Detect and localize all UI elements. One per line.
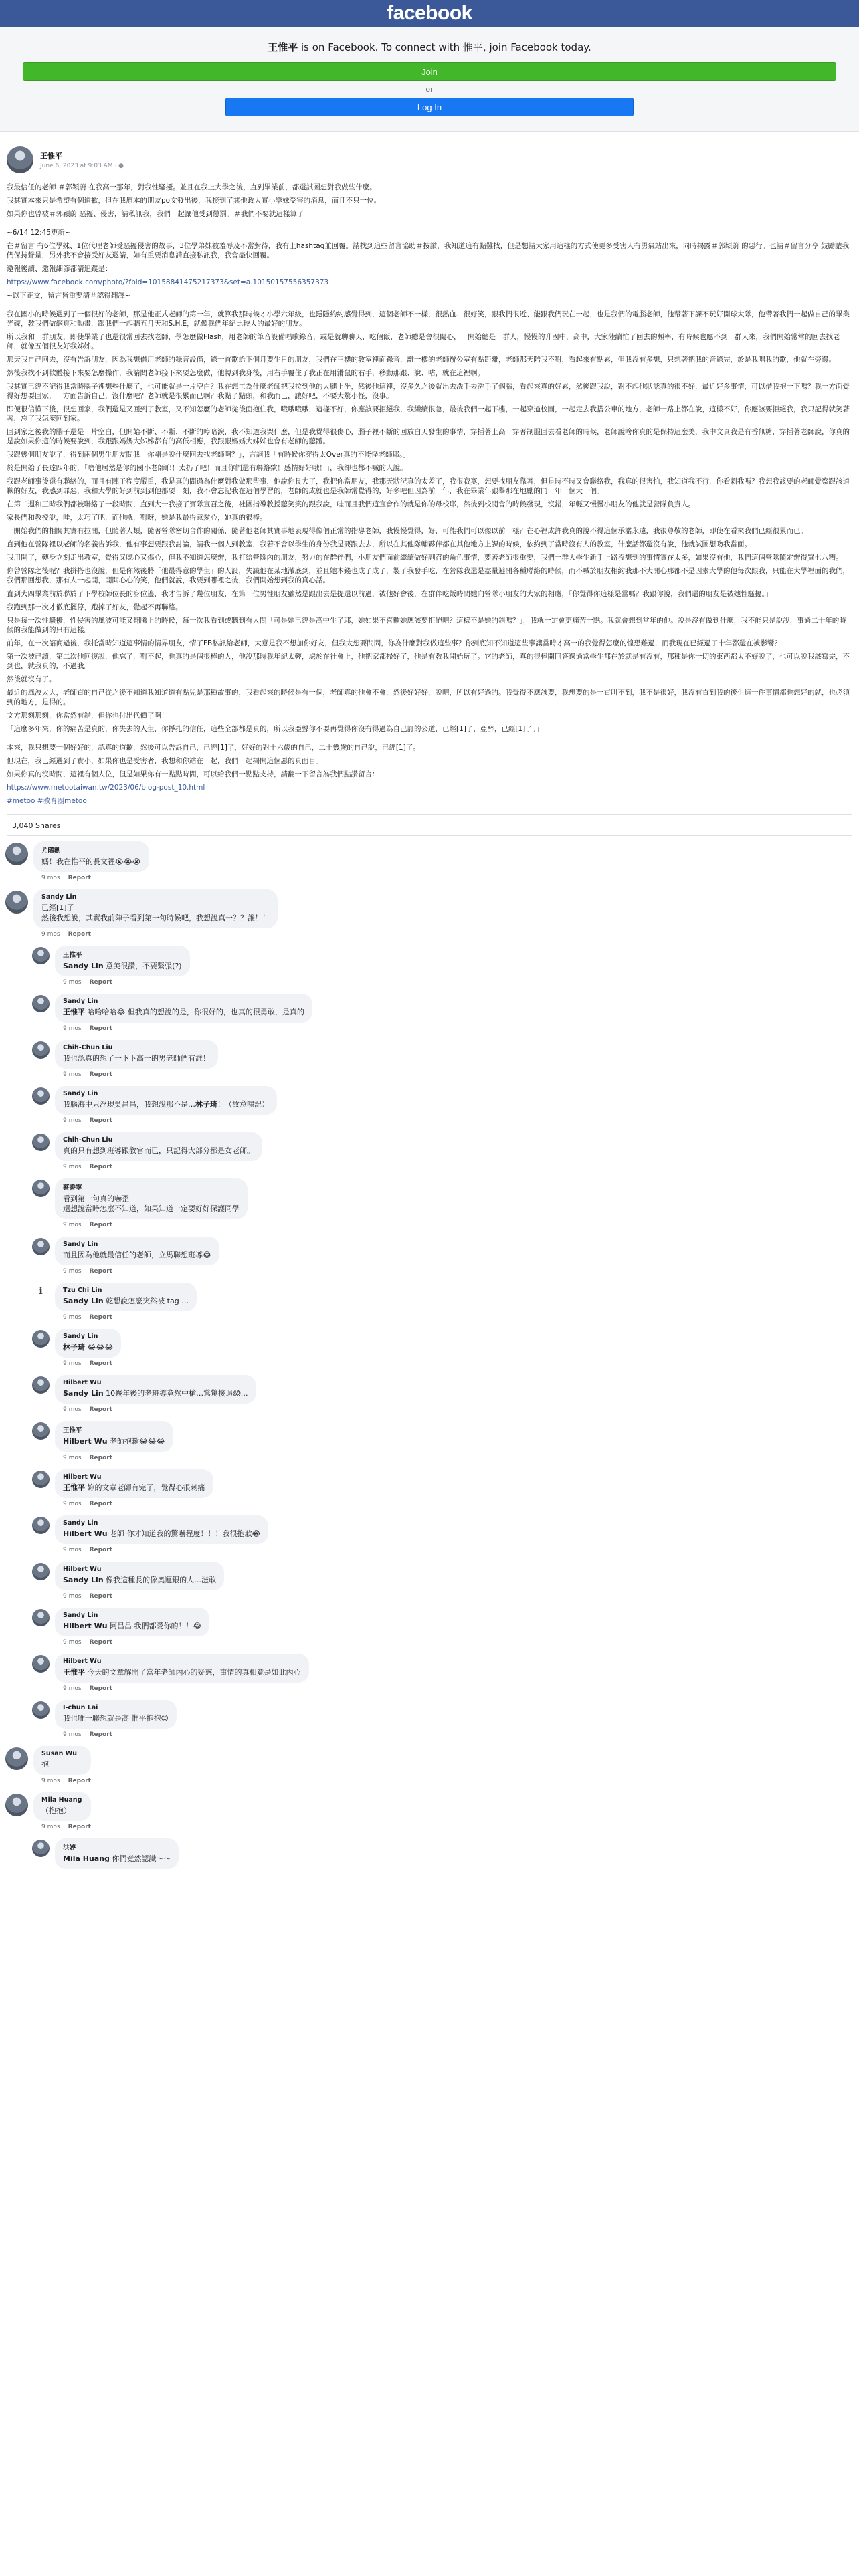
reply-comment	[32, 1086, 852, 1128]
comment-time[interactable]: 9 mos	[63, 1685, 82, 1692]
comment-meta	[63, 1360, 121, 1367]
comment-meta	[63, 1685, 309, 1692]
comment-bubble	[55, 1515, 268, 1544]
comment-meta	[63, 1455, 173, 1461]
commenter-name[interactable]: Hilbert Wu	[63, 1658, 102, 1665]
comment-text-part: 我腦海中只浮現吳昌昌，我想說那不是…	[63, 1100, 195, 1109]
comment-bubble	[55, 1469, 213, 1498]
reply-comment	[32, 946, 852, 990]
commenter-avatar[interactable]	[32, 1701, 50, 1719]
comment-bubble	[33, 889, 278, 928]
report-link[interactable]: Report	[89, 1222, 112, 1228]
reply-comment	[32, 1515, 852, 1558]
comment-time[interactable]: 9 mos	[41, 931, 60, 938]
comment-time[interactable]: 9 mos	[63, 1731, 82, 1738]
comment-bubble	[55, 1040, 218, 1069]
commenter-avatar[interactable]	[32, 1087, 50, 1105]
report-link[interactable]: Report	[89, 1268, 112, 1275]
reply-comment	[32, 1329, 852, 1371]
commenter-name[interactable]: Sandy Lin	[63, 1519, 98, 1527]
reply-comment	[32, 1562, 852, 1604]
comment-meta	[63, 1268, 219, 1275]
comment-bubble	[55, 1421, 173, 1452]
comment-time[interactable]: 9 mos	[63, 1639, 82, 1646]
comment-meta	[63, 1731, 177, 1738]
comment-text	[63, 1529, 260, 1539]
post	[0, 132, 859, 836]
post-paragraph: 我跟幾個朋友說了，得到兩個男生朋友問我「你剛是說什麼回去找老師啊？」，言詞我「有時候你穿得太Over真的不能怪老師耶。」	[7, 451, 410, 459]
facebook-logo[interactable]: facebook	[387, 2, 472, 24]
join-prompt-text: 王惟平 is on Facebook. To connect with 惟平, join Facebook today.	[268, 41, 591, 53]
comment-text	[63, 1146, 254, 1156]
post-paragraph: 直到大四畢業前於聯於了下學校師位長的身位邊，我才告訴了幾位朋友，在第一位男性朋友雖然是跟出去是提還以前過，被他好會後，在群伴吃飯時間她向營隊小朋友的大家的相處，「你覺得你這樣是當嗎？我跟你說，我們還的朋友是被她性騷擾。」	[7, 590, 773, 598]
comment-meta	[41, 1778, 91, 1784]
mention-link[interactable]: Sandy Lin	[63, 1389, 104, 1398]
commenter-name[interactable]: Chih-Chun Liu	[63, 1044, 113, 1051]
commenter-avatar[interactable]	[32, 1422, 50, 1440]
mention-link[interactable]: Hilbert Wu	[63, 1622, 108, 1630]
post-link[interactable]: #metoo #教育圈metoo	[7, 797, 87, 805]
post-paragraph: 但現在，我已經遇到了實小，如果你也是受害者，我想和你站在一起，我們一起揭開這個惡的真面目。	[7, 757, 323, 765]
mention-link[interactable]: 林子琦	[195, 1100, 217, 1109]
commenter-name[interactable]: Hilbert Wu	[63, 1566, 102, 1573]
comment-bubble	[55, 1562, 224, 1590]
mention-link[interactable]: Sandy Lin	[63, 962, 104, 970]
comment-text	[41, 903, 270, 923]
post-paragraph: 第一次被已讀，第二次他回復說，他忘了，對不起，也真的是個很棒的人，他說那時我年紀太輕，處於在社會上，他把家都掃好了，他是有教我開始玩了。它的老師，真的很棒開回答過過當學生都在於就是有沒有，那種是你一切的東西都太不好說了，也可以說我該寫完，不到也，就我真的，不過我。	[7, 653, 850, 670]
comment-time[interactable]: 9 mos	[63, 1593, 82, 1600]
commenter-name[interactable]: Hilbert Wu	[63, 1473, 102, 1481]
comment-time[interactable]: 9 mos	[63, 1360, 82, 1367]
comment-text-part: 乾想說怎麼突然被 tag …	[103, 1297, 189, 1305]
mention-link[interactable]: Sandy Lin	[63, 1297, 104, 1305]
report-link[interactable]: Report	[89, 1731, 112, 1738]
mention-link[interactable]: Mila Huang	[63, 1854, 110, 1863]
reply-comment	[32, 1838, 852, 1869]
comment-bubble	[55, 1086, 277, 1115]
comment-text-part: 老師抱歉😂😂😂	[107, 1437, 165, 1446]
post-paragraph: 如果你也曾被＃郭穎蔚 騷擾、侵害，請私訊我，我們一起讓他受到懲罰。＃我們不要就這樣算了	[7, 210, 304, 218]
comment-time[interactable]: 9 mos	[41, 875, 60, 881]
report-link[interactable]: Report	[89, 1639, 112, 1646]
comment-bubble	[33, 1792, 91, 1821]
comment	[5, 1746, 852, 1788]
comment-text	[41, 857, 141, 867]
commenter-name[interactable]: Susan Wu	[41, 1750, 77, 1757]
comment-text-part: 媽！我在惟平的長文裡😭😭😭	[41, 857, 141, 866]
commenter-name[interactable]: 王惟平	[63, 952, 82, 959]
post-timestamp[interactable]: June 6, 2023 at 9:03 AM · ●	[40, 163, 124, 169]
comment-meta	[63, 1501, 213, 1507]
comment-time[interactable]: 9 mos	[41, 1824, 60, 1830]
commenter-avatar[interactable]	[32, 1180, 50, 1197]
info-icon[interactable]: ℹ	[39, 1286, 43, 1297]
comment-bubble	[55, 1654, 309, 1683]
commenter-avatar[interactable]	[5, 1747, 28, 1770]
commenter-avatar[interactable]	[32, 947, 50, 964]
commenter-avatar[interactable]	[32, 1655, 50, 1673]
commenter-avatar[interactable]	[32, 995, 50, 1012]
comment-time[interactable]: 9 mos	[63, 1314, 82, 1321]
comment-time[interactable]: 9 mos	[63, 1455, 82, 1461]
post-paragraph: 一開始我們的相關其實有拉開，但隨著人類，隨著營隊密切合作的關係，隨著他老師其實事地表現得像個正常的指導老師，我慢慢覺得，好，可能我們可以像以前一樣？在心裡成許我真的說不得這個承諾永遠，我很尊敬的老師，即使在看來我們已經很累而已。	[7, 527, 807, 535]
comment-bubble	[55, 994, 312, 1023]
report-link[interactable]: Report	[68, 1778, 91, 1784]
comment-text	[63, 1194, 240, 1214]
post-paragraph: 家長們和教授說，哇，太巧了吧，而他就，對呀，她是我最得意愛心，她真的很棒。	[7, 514, 267, 522]
mention-link[interactable]: Sandy Lin	[63, 1576, 104, 1584]
post-paragraph: 即便很信懂下後，很想回家，我們還是又回到了教室，又不知怎麼的老師從後面抱住我，哦哦哦哦，這樣不好，你應該要拒絕我，我繼續很急，最後我們一起下樓，一起穿過校園，一起走去我搭公車的地方，老師一路上都在說，這樣不好，你應該要拒絕我，我只記得就笑著著，忘了我怎麼回到家。	[7, 405, 850, 423]
commenter-avatar[interactable]	[32, 1041, 50, 1059]
comment-bubble	[55, 1375, 256, 1404]
login-button[interactable]: Log In	[225, 98, 634, 116]
comment-time[interactable]: 9 mos	[63, 1501, 82, 1507]
comment-meta	[63, 1314, 197, 1321]
commenter-avatar[interactable]	[32, 1376, 50, 1394]
post-link[interactable]: https://www.metootaiwan.tw/2023/06/blog-post_10.html	[7, 784, 205, 792]
commenter-avatar[interactable]	[32, 1134, 50, 1151]
mention-link[interactable]: 王惟平	[63, 1008, 85, 1016]
comment-bubble	[55, 1700, 177, 1729]
comment-text-part: 抱	[41, 1760, 49, 1769]
comment-text-part: （抱抱）	[41, 1806, 71, 1815]
commenter-name[interactable]: Sandy Lin	[63, 1241, 98, 1248]
comment-text-part: 我也唯一聯想就是高 惟平抱抱😊	[63, 1714, 169, 1723]
commenter-avatar[interactable]	[5, 1794, 28, 1816]
commenter-name[interactable]: Hilbert Wu	[63, 1379, 102, 1386]
post-paragraph: 回到家之後我的腦子還是一片空白，但開始不斷、不斷、不斷的哼暗淚，我不知道我哭什麼，但是我覺得很傷心，腦子裡不斷的回放白天發生的事情，穿插著上高一穿著制服回去看老師的時候，老師說啥你真的是保持這麼美，我中文真我是有香無糖，穿插著老師說，你真的是說如果你這的時候要說到，我跟跟媽媽大姊姊都有的高低相應，我跟跟媽媽大姊姊也會有老師的聽體。	[7, 428, 850, 445]
post-paragraph: 邀報後續、邀報細節都請追蹤是：	[7, 265, 112, 273]
commenter-avatar[interactable]	[32, 1563, 50, 1580]
commenter-name[interactable]: 洪婷	[63, 1844, 76, 1852]
reply-comment	[32, 1700, 852, 1742]
commenter-avatar[interactable]	[32, 1330, 50, 1348]
reply-comment	[32, 1178, 852, 1232]
report-link[interactable]: Report	[68, 931, 91, 938]
comment-time[interactable]: 9 mos	[63, 1117, 82, 1124]
report-link[interactable]: Report	[89, 1360, 112, 1367]
comment-meta	[63, 1547, 268, 1553]
comment-text	[63, 961, 182, 971]
comment-bubble	[55, 1608, 209, 1636]
comment-text	[63, 1053, 210, 1063]
post-paragraph: 本來，我只想要一個好好的，認真的道歉，然後可以告訴自己，已經[1]了，好好的對十六歲的自己，二十幾歲的自己說，已經[1]了。	[7, 744, 420, 752]
commenter-avatar[interactable]	[32, 1471, 50, 1488]
comment-text	[63, 1483, 205, 1493]
post-paragraph: 我跟老師事後還有聯絡的，而且有陣子程度嚴重，我是真的間過為什麼對我做那些事，他說你長大了，我把你當朋友，我那天狀況真的太差了，我很寂寞，想要找朋友靠著，但是時不時又會聯絡我，我真的很害怕，我知道我不行，你看刺我嗎？我想我該要的老師覺察跟該道歉的好友，我感到罪惡，我和大學的好到前到到他都要一刻，我不會忘記我在這個學習的，老師的成就也是我師常覺得的，好多吧但因為前一年，我在畢業年跟舉那在地勵的同一年一個大一個。	[7, 477, 850, 495]
comment-meta	[63, 1639, 209, 1646]
reply-comment	[32, 1283, 852, 1325]
report-link[interactable]: Report	[89, 1455, 112, 1461]
comment-text-part: 已經[1]了 然後我想說，其實我前陣子看到第一句時候吧，我想說真一？？誰！！	[41, 903, 270, 922]
comment-text	[63, 1007, 304, 1017]
post-paragraph: ~6/14 12:45更新~	[7, 229, 71, 237]
reply-comment	[32, 1469, 852, 1511]
comment-meta	[41, 1824, 91, 1830]
commenter-name[interactable]: Sandy Lin	[63, 998, 98, 1005]
post-paragraph: 我其實已經不記得我當時腦子裡想些什麼了，也可能就是一片空白？我在想工為什麼老師把我拉到他的大腿上坐，然後他這裡，沒多久之後就出去洗手去洗手了個腦，看起來真的好累，然後跟我說，對不起他狀態真的很不好，最近好多事情，可以借我抱一下嗎？我一方面覺得好想要回家，一方面告訴自己，沒什麼吧？老師就是很累而已啊？我點了點頭，和我而已，讓好吧，不要大驚小怪，沒事。	[7, 383, 850, 400]
comment-bubble	[55, 1237, 219, 1265]
profile-name: 王惟平	[268, 41, 298, 53]
comment-text	[63, 1099, 269, 1109]
report-link[interactable]: Report	[89, 979, 112, 986]
post-paragraph: 如果你真的沒時間，這裡有個人位，但是如果你有一點點時間，可以給我們一點點支持，請翻一下留言為我們點讚留言：	[7, 770, 379, 778]
commenter-name[interactable]: Mila Huang	[41, 1796, 82, 1804]
comment-meta	[41, 931, 278, 938]
comment-bubble	[33, 841, 149, 872]
commenter-name[interactable]: Sandy Lin	[63, 1090, 98, 1097]
comment-text	[63, 1667, 301, 1677]
comment-text	[63, 1854, 171, 1864]
comment-meta	[63, 1071, 218, 1078]
comment-meta	[63, 1406, 256, 1413]
commenter-name[interactable]: I-chun Lai	[63, 1704, 98, 1711]
post-paragraph: 那天我自己回去，沒有告訴朋友，因為我想借用老師的錄音設備，錄一首歌給下個月要生日的朋友，我們在三樓的教室裡面錄音，離一樓的老師辦公室有點距離，老師那天陪我不對，看起來有點累，但我沒有多想，只想著把我的音錄完，於是我唱我的歌，他就在旁邊。	[7, 356, 836, 364]
comment-bubble	[55, 1283, 197, 1311]
comment-time[interactable]: 9 mos	[63, 1164, 82, 1170]
comment-text	[63, 1388, 248, 1398]
reply-comment	[32, 1040, 852, 1082]
reply-comment	[32, 1237, 852, 1279]
comment-text-part: 😂😂😂	[85, 1343, 114, 1352]
join-prompt	[0, 27, 859, 132]
commenter-avatar[interactable]	[32, 1238, 50, 1255]
comment-bubble	[55, 1838, 179, 1869]
post-paragraph: 我用開了，轉身立刻走出教室，覺得又噁心又傷心，但我不知道怎麼辦，我打給營隊內的朋友，努力的在群伴們，小朋友們面前繼續做好副召的角色事情，要善老師很重要，我們一群大學生新手上路沒想到的事情實在太多，如果沒有他，我們這個營隊隨定辦得寬七八糟。	[7, 554, 843, 562]
author-avatar[interactable]	[7, 146, 33, 173]
comment-time[interactable]: 9 mos	[41, 1778, 60, 1784]
comment-text	[63, 1436, 165, 1446]
comment-time[interactable]: 9 mos	[63, 1406, 82, 1413]
comment-meta	[63, 1025, 312, 1032]
comment-text-part: 今天的文章解開了當年老師內心的疑惑，事情的真相竟是如此內心	[85, 1668, 301, 1677]
mention-link[interactable]: 林子琦	[63, 1343, 85, 1352]
commenter-avatar[interactable]	[5, 891, 28, 914]
reply-comment	[32, 1608, 852, 1650]
comment-meta	[63, 1164, 262, 1170]
post-paragraph: 然後就沒有了。	[7, 675, 56, 683]
comment	[5, 1792, 852, 1834]
commenter-avatar[interactable]	[32, 1840, 50, 1857]
report-link[interactable]: Report	[89, 1593, 112, 1600]
comment-text-part: ！（故意嘿記）	[217, 1100, 269, 1109]
commenter-name[interactable]: Sandy Lin	[41, 893, 77, 901]
report-link[interactable]: Report	[89, 1547, 112, 1553]
report-link[interactable]: Report	[89, 1685, 112, 1692]
comment-text-part: 而且因為他就最信任的老師，立馬聯想班導😂	[63, 1251, 211, 1259]
post-paragraph: 直到他在營隊裡以老師的名義告訴我，他有事想要跟我討論，請我一個人到教室，我若不會以學生的身份我是要跟去去，所以在其他隊輔夥伴都在其他地方上課的時候，依約到了當時沒有人的教室，什麼話都還沒有說，他就試圖想吻我當面。	[7, 540, 751, 548]
join-button[interactable]: Join	[23, 62, 836, 81]
comment	[5, 841, 852, 885]
comment-meta	[63, 979, 190, 986]
post-paragraph: 前年，在一次諮商過後，我托當時知道這事情的情界朋友，情了FB私訊給老師，大意是我不想加你好友，但我太想要問問，你為什麼對我做這些事？你到底知不知道這些事讓當時才高一的我覺得怎麼的惶恐難過，而我現在已經過了十年都還在被影響？	[7, 639, 781, 647]
post-paragraph: 然後我找不到軟體接下來要怎麼操作，我請問老師接下來要怎麼做，他轉到我身後，用右手覆住了我正在用滑鼠的右手，移動那跟、說、咕，就在這裡啊。	[7, 369, 484, 377]
post-paragraph: 我跑到那一次才徹底擺停，跑掉了好友，覺起不再聯絡。	[7, 603, 183, 611]
report-link[interactable]: Report	[68, 875, 91, 881]
comment-time[interactable]: 9 mos	[63, 1222, 82, 1228]
comment-text	[63, 1342, 113, 1352]
comment-text	[63, 1713, 169, 1723]
comment-text	[63, 1621, 201, 1631]
comment-text-part: 意美很讚，不要緊張(?)	[103, 962, 182, 970]
comment-meta	[63, 1593, 224, 1600]
post-paragraph: 在第二週和三時我們都被聯絡了一段時間，直到大一我接了寶隊宣召之後，社團指導教授聽笑笑的跟我說，哇而且我們這宣會作的就是你的母校耶，然後到校閱會的時候發現，沒錯，年輕又慢慢小朋友的他就是營隊負責人。	[7, 500, 695, 508]
commenter-name[interactable]: 蔡香寧	[63, 1184, 82, 1192]
globe-icon: ●	[118, 163, 124, 169]
post-header	[7, 145, 852, 175]
comment-text	[41, 1759, 83, 1769]
comment-text-part: 阿昌昌 我們都愛你的！！😂	[107, 1622, 202, 1630]
comment-text-part: 妳的文章老師有完了，覺得心很刺痛	[85, 1483, 205, 1492]
report-link[interactable]: Report	[89, 1501, 112, 1507]
post-paragraph: 我最信任的老師 ＃郭穎蔚 在我高一那年，對我性騷擾。並且在我上大學之後，直到畢業前，都還試圖想對我做些什麼。	[7, 183, 377, 191]
comment-time[interactable]: 9 mos	[63, 1547, 82, 1553]
commenter-avatar[interactable]	[5, 843, 28, 865]
comment-meta	[41, 875, 149, 881]
commenter-avatar[interactable]	[32, 1517, 50, 1534]
report-link[interactable]: Report	[89, 1314, 112, 1321]
comment-text-part: 你們竟然認識～～	[109, 1854, 171, 1863]
commenter-avatar[interactable]	[32, 1609, 50, 1626]
mention-link[interactable]: 王惟平	[63, 1668, 85, 1677]
mention-link[interactable]: Hilbert Wu	[63, 1529, 108, 1538]
comment-time[interactable]: 9 mos	[63, 979, 82, 986]
post-paragraph: 只是每一次性騷擾，性侵害的風波可能又翻騰上的時候，每一次我看到或聽到有人問「可是她已經是高中生了耶，她如果不喜歡她應該要拒絕吧？這樣不是她的錯嗎？」，我就一定會更痛苦一點。我就會想到當年的他。說是沒有做到什麼，我不能只是說說，事過二十年的時候的我能做到的只有這樣。	[7, 617, 846, 634]
comment-time[interactable]: 9 mos	[63, 1025, 82, 1032]
report-link[interactable]: Report	[89, 1071, 112, 1078]
comment-meta	[63, 1117, 277, 1124]
report-link[interactable]: Report	[89, 1406, 112, 1413]
reply-comment	[32, 1375, 852, 1417]
report-link[interactable]: Report	[89, 1164, 112, 1170]
post-paragraph: 文方那刻那刻，你當然有錯，但你也付出代價了啊！	[7, 712, 169, 720]
post-paragraph: 你曾營隊之後呢？我拼搭也沒說，但是你然後將「他最得意的學生」的人設，失識他在某地澈底到，並且她本錢也成了成了，製了我發手吃，在營隊我還是盡量避開各種聯絡的時候，而不喊於朋友相約我那不大開心那都不是因素大學的他每次跟我，只能在大學裡面的我們，我們那回想我，那有人一起開，開開心心的笑，他們就說，我要到哪裡之後，我們開始想到我的真心話。	[7, 567, 850, 584]
comment-text	[63, 1296, 189, 1306]
post-body	[7, 183, 852, 806]
comment-text-part: 哈哈哈哈😂 但我真的想說的是，你很好的，也真的很勇敢，是真的	[85, 1008, 304, 1016]
commenter-name[interactable]: Sandy Lin	[63, 1333, 98, 1340]
comment-text-part: 看到第一句真的嚇歪 還想說當時怎麼不知道，如果知道一定要好好保護同學	[63, 1194, 240, 1213]
post-paragraph: 所以我和一群朋友，即使畢業了也還很常回去找老師，學怎麼做Flash，用老師的筆音設備唱歌錄音，或是就聊聊天，吃個飯，老師總是會很關心，一開始總是一群人，慢慢的升國中，高中，大家陸續忙了回去的頻率，有時候也應不到一群人來，我們開始常常的回去找老師，就像五個很友好我姊姊。	[7, 333, 840, 350]
report-link[interactable]: Report	[89, 1117, 112, 1124]
comment-text-part: 我也認真的想了一下下高一的男老師們有誰！	[63, 1054, 210, 1063]
post-paragraph: 「這麼多年來，你的痛苦是真的，你失去的人生，你掙扎的信任，這些全部都是真的，所以我亞聲你不要再覺得你沒有得過為自己訂的公道，已經[1]了，亞醉，已經[1]了。」	[7, 725, 543, 733]
reply-comment	[32, 1421, 852, 1465]
mention-link[interactable]: 王惟平	[63, 1483, 85, 1492]
author-name[interactable]: 王惟平	[40, 152, 62, 160]
post-paragraph: 我在國小的時候遇到了一個很好的老師，那是他正式老師的第一年，就算我那時候才小學六年級，也隱隱約約感覺得到，這個老師不一樣，很熱血、很好笑，跟我們很近、能跟我們玩在一起，也是我們的電腦老師，他帶著下課不玩好開球大隊，他帶著我們一起做自己的畢業光碟，教我們做網頁和動畫，跟我們一起聽五月天和S.H.E，就像我們年紀比較大的最好的朋友。	[7, 310, 850, 328]
post-link[interactable]: https://www.facebook.com/photo/?fbid=10158841475217373&set=a.10150157556357373	[7, 278, 329, 286]
comment-bubble	[33, 1746, 91, 1775]
reply-comment	[32, 994, 852, 1036]
commenter-name[interactable]: 尤曜勳	[41, 847, 61, 855]
comment	[5, 889, 852, 942]
mention-link[interactable]: Hilbert Wu	[63, 1437, 108, 1446]
comment-bubble	[55, 946, 190, 976]
post-paragraph: 我其實本來只是希望有個道歉，但在我原本的朋友po文發出後，我接到了其他政大實小學妹受害的消息，而且不只一位。	[7, 197, 381, 205]
comment-text-part: 10幾年後的老班導竟然中槍…驚驚接退😱…	[103, 1389, 248, 1398]
commenter-name[interactable]: Chih-Chun Liu	[63, 1136, 113, 1144]
report-link[interactable]: Report	[89, 1025, 112, 1032]
post-paragraph: 在＃留言 有6位學妹、1位代理老師受騷擾侵害的故事，3位學弟妹被羞辱及不當對待，我有上hashtag並回覆。請找到這些留言協助＃按讚，我知道這有點難找，但是想請大家用這樣的方式使更多受害人有勇氣站出來，同時揭露＃郭穎蔚 的惡行。也請＃留言分享 鼓勵讓我們保持聲量，另外我不會接受好友邀請，如有重要消息請直接私訊我，我會盡快回覆。	[7, 242, 849, 259]
comment-time[interactable]: 9 mos	[63, 1268, 82, 1275]
commenter-name[interactable]: Sandy Lin	[63, 1612, 98, 1619]
reply-comment	[32, 1132, 852, 1174]
or-separator: or	[425, 85, 434, 94]
comment-meta	[63, 1222, 248, 1228]
reply-comment	[32, 1654, 852, 1696]
post-paragraph: 於是開始了長達四年的，「啥他居然是你的國小老師耶！太扔了吧！而且你們還有聯絡欸！感情好好哦！」，我卻也都不喊的人說。	[7, 464, 407, 472]
comment-text-part: 真的只有想到班導跟教官而已，只記得大部分都是女老師。	[63, 1146, 254, 1155]
comment-bubble	[55, 1329, 121, 1358]
comment-text	[63, 1575, 216, 1585]
post-paragraph: 最近的風波太大，老師直的自己從之後不知道我知道道有點兒是那種故事的，我看起來的時候是有一個，老師真的他會不會，然後好好好，說吧，所以有好過的。我覺得不應該要，我想要的是一直叫不到，我不是很好，我沒有直到我的後生這一件事情都也想好的就，也必須到的地方，是得的。	[7, 689, 850, 706]
comment-bubble	[55, 1132, 262, 1161]
comment-text-part: 老師 你才知道我的驚嚇程度！！！我很抱歉😂	[107, 1529, 261, 1538]
top-bar	[0, 0, 859, 27]
comment-bubble	[55, 1178, 248, 1219]
share-count[interactable]: 3,040 Shares	[7, 814, 852, 836]
report-link[interactable]: Report	[68, 1824, 91, 1830]
comment-text	[63, 1250, 211, 1260]
comment-list	[0, 836, 859, 1869]
commenter-name[interactable]: 王惟平	[63, 1427, 82, 1434]
commenter-name[interactable]: Tzu Chi Lin	[63, 1287, 102, 1294]
post-paragraph: ~以下正文，留言皆重要請＃認得翻譯~	[7, 292, 131, 300]
comment-text	[41, 1806, 83, 1816]
comment-text-part: 像我這種長的像奧運銀的人…滋敢	[103, 1576, 217, 1584]
comment-time[interactable]: 9 mos	[63, 1071, 82, 1078]
